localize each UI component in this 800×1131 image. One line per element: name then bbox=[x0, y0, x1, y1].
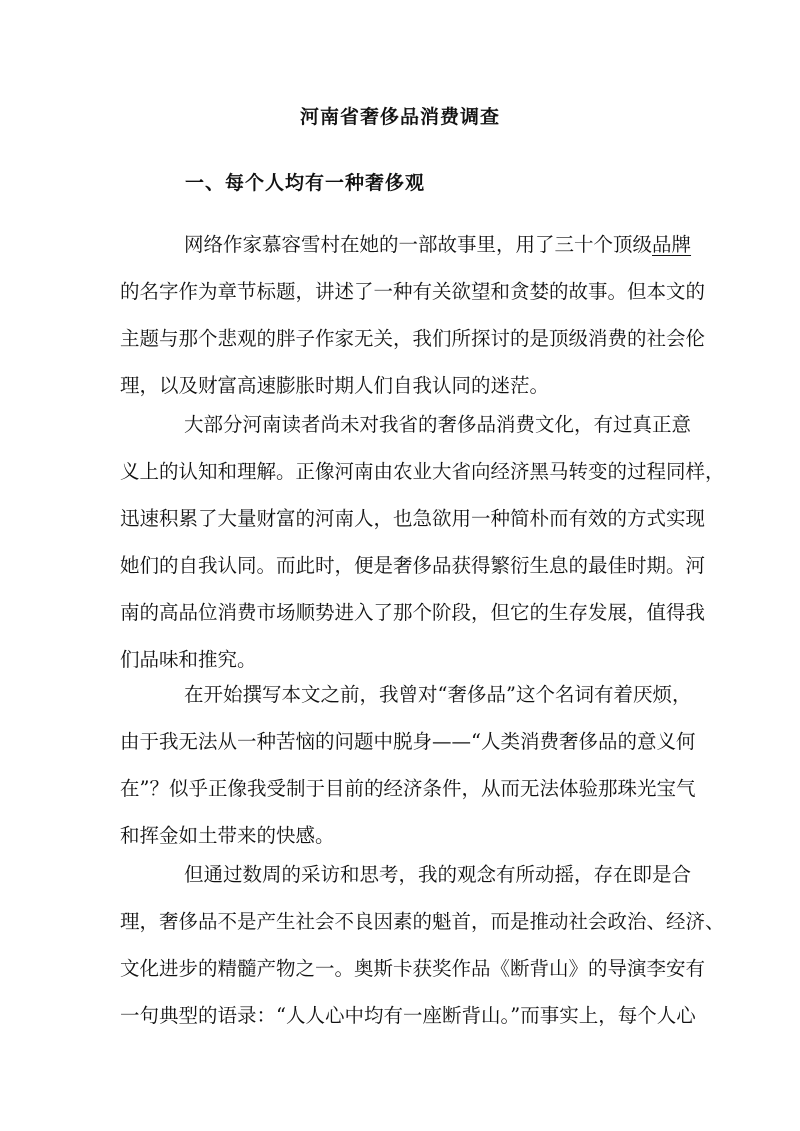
paragraph-line: 在”？似乎正像我受制于目前的经济条件，从而无法体验那珠光宝气 bbox=[120, 777, 696, 800]
paragraph-line: 主题与那个悲观的胖子作家无关，我们所探讨的是顶级消费的社会伦 bbox=[120, 327, 706, 350]
paragraph-line: 理，奢侈品不是产生社会不良因素的魁首，而是推动社会政治、经济、 bbox=[120, 910, 725, 933]
paragraph-2 bbox=[120, 401, 725, 683]
paragraph-line: 和挥金如土带来的快感。 bbox=[120, 824, 335, 847]
paragraph-line: 一句典型的语录：“人人心中均有一座断背山。”而事实上，每个人心 bbox=[120, 1004, 696, 1027]
paragraph-line: 们品味和推究。 bbox=[120, 648, 257, 671]
paragraph-line: 南的高品位消费市场顺势进入了那个阶段，但它的生存发展，值得我 bbox=[120, 601, 706, 624]
document-title: 河南省奢侈品消费调查 bbox=[299, 106, 500, 128]
line-text: 网络作家慕容雪村在她的一部故事里，用了三十个顶级 bbox=[184, 233, 653, 256]
paragraph-1 bbox=[120, 221, 706, 409]
paragraph-line: 由于我无法从一种苦恼的问题中脱身——“人类消费奢侈品的意义何 bbox=[120, 730, 696, 753]
paragraph-line: 她们的自我认同。而此时，便是奢侈品获得繁衍生息的最佳时期。河 bbox=[120, 554, 706, 577]
paragraph-line: 大部分河南读者尚未对我省的奢侈品消费文化，有过真正意 bbox=[184, 413, 692, 436]
paragraph-line: 文化进步的精髓产物之一。奥斯卡获奖作品《断背山》的导演李安有 bbox=[120, 957, 706, 980]
section-heading: 一、每个人均有一种奢侈观 bbox=[185, 172, 426, 194]
paragraph-3 bbox=[120, 671, 696, 859]
paragraph-4 bbox=[120, 851, 725, 1039]
paragraph-line: 的名字作为章节标题，讲述了一种有关欲望和贪婪的故事。但本文的 bbox=[120, 280, 706, 303]
paragraph-line: 但通过数周的采访和思考，我的观念有所动摇，存在即是合 bbox=[184, 863, 692, 886]
paragraph-line: 义上的认知和理解。正像河南由农业大省向经济黑马转变的过程同样， bbox=[120, 460, 725, 483]
brand-link[interactable]: 品牌 bbox=[652, 233, 692, 256]
paragraph-line: 理，以及财富高速膨胀时期人们自我认同的迷茫。 bbox=[120, 374, 550, 397]
paragraph-line: 在开始撰写本文之前，我曾对“奢侈品”这个名词有着厌烦， bbox=[184, 683, 692, 706]
paragraph-line: 迅速积累了大量财富的河南人，也急欲用一种简朴而有效的方式实现 bbox=[120, 507, 706, 530]
paragraph-line bbox=[120, 221, 690, 268]
